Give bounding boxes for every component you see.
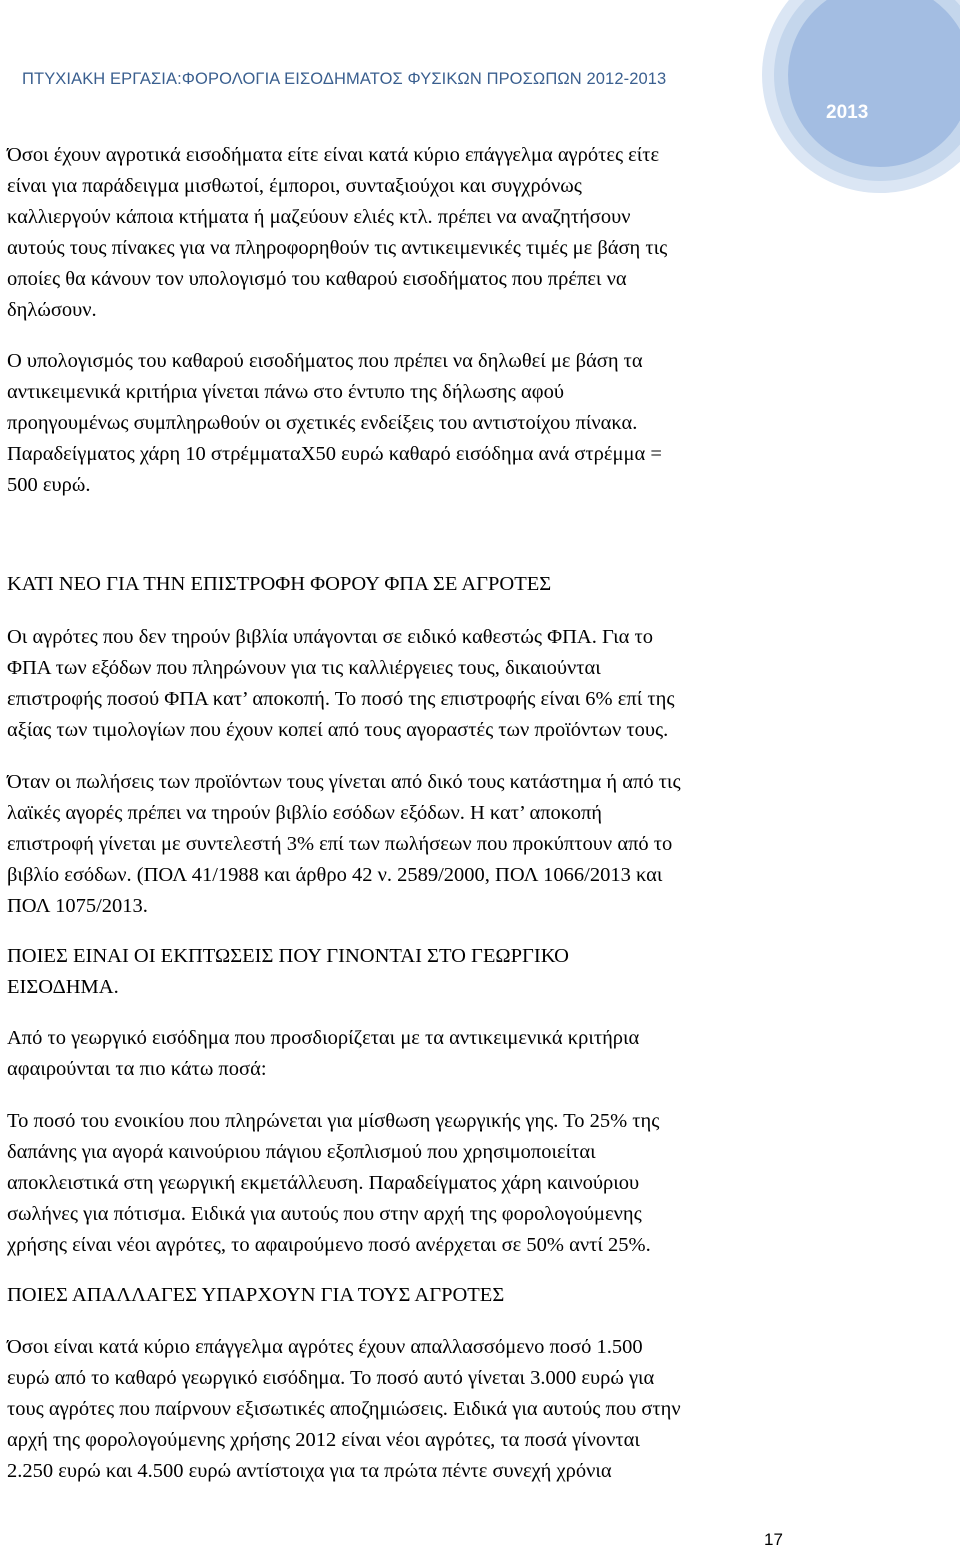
heading-vat-refund bbox=[7, 569, 551, 600]
text-line: ευρώ από το καθαρό γεωργικό εισόδημα. Το ποσό αυτό γίνεται 3.000 ευρώ για bbox=[7, 1367, 655, 1389]
header-title: ΠΤΥΧΙΑΚΗ ΕΡΓΑΣΙΑ:ΦΟΡΟΛΟΓΙΑ ΕΙΣΟΔΗΜΑΤΟΣ ΦΥΣΙΚΩΝ ΠΡΟΣΩΠΩΝ 2012-2013 bbox=[22, 70, 667, 88]
text-line: λαϊκές αγορές πρέπει να τηρούν βιβλίο εσόδων εξόδων. Η κατ’ αποκοπή bbox=[7, 802, 603, 824]
text-line: αφαιρούνται τα πιο κάτω ποσά: bbox=[7, 1058, 267, 1080]
text-line: χρήσης είναι νέοι αγρότες, το αφαιρούμενο ποσό ανέρχεται σε 50% αντί 25%. bbox=[7, 1234, 651, 1256]
text-line: καλλιεργούν κάποια κτήματα ή μαζεύουν ελιές κτλ. πρέπει να αναζητήσουν bbox=[7, 206, 631, 228]
section-heading: ΠΟΙΕΣ ΕΙΝΑΙ ΟΙ ΕΚΠΤΩΣΕΙΣ ΠΟΥ ΓΙΝΟΝΤΑΙ ΣΤΟ ΓΕΩΡΓΙΚΟ bbox=[7, 945, 569, 967]
text-line: αξίας των τιμολογίων που έχουν κοπεί από τους αγοραστές των προϊόντων τους. bbox=[7, 719, 669, 741]
text-line: Όσοι έχουν αγροτικά εισοδήματα είτε είναι κατά κύριο επάγγελμα αγρότες είτε bbox=[7, 144, 660, 166]
text-line: αντικειμενικά κριτήρια γίνεται πάνω στο έντυπο της δήλωσης αφού bbox=[7, 381, 564, 403]
text-line: αποκλειστικά στη γεωργική εκμετάλλευση. Παραδείγματος χάρη καινούριου bbox=[7, 1172, 640, 1194]
paragraph-deduction-details bbox=[7, 1106, 659, 1261]
text-line: επιστροφή γίνεται με συντελεστή 3% επί των πωλήσεων που προκύπτουν από το bbox=[7, 833, 673, 855]
text-line: αυτούς τους πίνακες για να πληροφορηθούν τις αντικειμενικές τιμές με βάση τις bbox=[7, 237, 668, 259]
text-line: ΠΟΛ 1075/2013. bbox=[7, 895, 148, 917]
text-line: Ο υπολογισμός του καθαρού εισοδήματος που πρέπει να δηλωθεί με βάση τα bbox=[7, 350, 643, 372]
text-line: είναι για παράδειγμα μισθωτοί, έμποροι, συνταξιούχοι και συγχρόνως bbox=[7, 175, 582, 197]
text-line: Παραδείγματος χάρη 10 στρέμματαΧ50 ευρώ καθαρό εισόδημα ανά στρέμμα = bbox=[7, 443, 662, 465]
paragraph-income-calculation bbox=[7, 346, 662, 501]
section-heading: ΚΑΤΙ ΝΕΟ ΓΙΑ ΤΗΝ ΕΠΙΣΤΡΟΦΗ ΦΟΡΟΥ ΦΠΑ ΣΕ ΑΓΡΟΤΕΣ bbox=[7, 573, 552, 595]
text-line: αρχή της φορολογούμενης χρήσης 2012 είναι νέοι αγρότες, τα ποσά γίνονται bbox=[7, 1429, 640, 1451]
text-line: βιβλίο εσόδων. (ΠΟΛ 41/1988 και άρθρο 42 ν. 2589/2000, ΠΟΛ 1066/2013 και bbox=[7, 864, 663, 886]
text-line: επιστροφής ποσού ΦΠΑ κατ’ αποκοπή. Το ποσό της επιστροφής είναι 6% επί της bbox=[7, 688, 675, 710]
text-line: Όταν οι πωλήσεις των προϊόντων τους γίνεται από δικό τους κατάστημα ή από τις bbox=[7, 771, 681, 793]
text-line: Οι αγρότες που δεν τηρούν βιβλία υπάγονται σε ειδικό καθεστώς ΦΠΑ. Για το bbox=[7, 626, 653, 648]
paragraph-vat-regime bbox=[7, 622, 674, 746]
text-line: ΦΠΑ των εξόδων που πληρώνουν για τις καλλιέργειες τους, δικαιούνται bbox=[7, 657, 601, 679]
text-line: Από το γεωργικό εισόδημα που προσδιορίζεται με τα αντικειμενικά κριτήρια bbox=[7, 1027, 640, 1049]
header-year: 2013 bbox=[826, 102, 869, 123]
text-line: Το ποσό του ενοικίου που πληρώνεται για μίσθωση γεωργικής γης. Το 25% της bbox=[7, 1110, 660, 1132]
heading-deductions bbox=[7, 941, 569, 1003]
text-line: προηγουμένως συμπληρωθούν οι σχετικές ενδείξεις του αντιστοίχου πίνακα. bbox=[7, 412, 638, 434]
paragraph-own-store-sales bbox=[7, 767, 681, 922]
section-heading: ΠΟΙΕΣ ΑΠΑΛΛΑΓΕΣ ΥΠΑΡΧΟΥΝ ΓΙΑ ΤΟΥΣ ΑΓΡΟΤΕΣ bbox=[7, 1284, 505, 1306]
text-line: 500 ευρώ. bbox=[7, 474, 91, 496]
text-line: 2.250 ευρώ και 4.500 ευρώ αντίστοιχα για τα πρώτα πέντε συνεχή χρόνια bbox=[7, 1460, 612, 1482]
paragraph-agricultural-income bbox=[7, 140, 667, 326]
text-line: Όσοι είναι κατά κύριο επάγγελμα αγρότες έχουν απαλλασσόμενο ποσό 1.500 bbox=[7, 1336, 643, 1358]
paragraph-exemptions bbox=[7, 1332, 681, 1487]
paragraph-deductions-intro bbox=[7, 1023, 639, 1085]
section-heading: ΕΙΣΟΔΗΜΑ. bbox=[7, 976, 119, 998]
heading-exemptions bbox=[7, 1280, 504, 1311]
text-line: δηλώσουν. bbox=[7, 299, 97, 321]
page-number: 17 bbox=[764, 1530, 783, 1549]
text-line: οποίες θα κάνουν τον υπολογισμό του καθαρού εισοδήματος που πρέπει να bbox=[7, 268, 627, 290]
text-line: δαπάνης για αγορά καινούριου πάγιου εξοπλισμού που χρησιμοποιείται bbox=[7, 1141, 596, 1163]
text-line: τους αγρότες που παίρνουν εξισωτικές αποζημιώσεις. Ειδικά για αυτούς που στην bbox=[7, 1398, 681, 1420]
text-line: σωλήνες για πότισμα. Ειδικά για αυτούς που στην αρχή της φορολογούμενης bbox=[7, 1203, 642, 1225]
